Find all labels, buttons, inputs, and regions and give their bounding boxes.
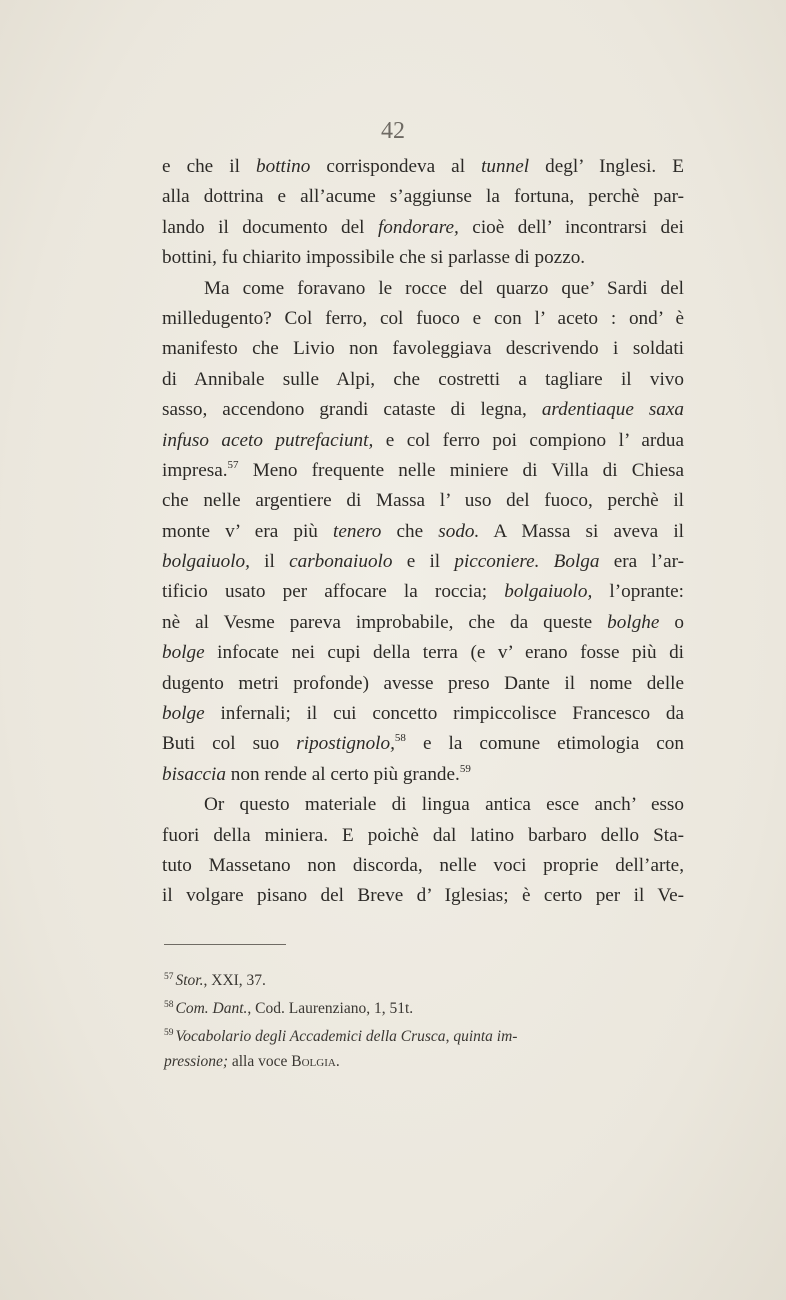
italic-text: fondorare, [377,216,459,238]
text-run: bottini, fu chiarito impossibile che si parlasse di pozzo. [162,247,586,269]
text-run: Or questo materiale di lingua antica esce anch’ esso [204,794,684,816]
italic-text: bolge [162,642,205,664]
text-line [162,669,684,699]
footnote [164,1049,684,1074]
text-line [162,760,684,790]
text-run: Meno frequente nelle miniere di Villa di Chiesa [238,459,684,481]
text-line [162,517,684,547]
text-run: e la comune etimologia con [405,733,684,755]
main-text [162,152,684,912]
text-line [162,304,684,334]
italic-text: bolgaiuolo, [504,581,593,603]
text-run: tuto Massetano non discorda, nelle voci proprie dell’arte, [162,854,684,876]
text-run: che nelle argentiere di Massa l’ uso del fuoco, perchè il [162,490,684,512]
text-run: il [249,551,290,573]
text-run: monte v’ era più [162,520,334,542]
text-run: e col ferro poi compiono l’ ardua [373,429,685,451]
italic-text: bolge [162,703,205,725]
footnote-divider [164,944,286,945]
text-run: alla dottrina e all’acume s’aggiunse la fortuna, perchè par- [162,186,684,208]
text-run: non rende al certo più grande. [225,763,460,785]
footnote [164,965,684,993]
footnote [164,1021,684,1049]
text-line [162,821,684,851]
italic-text: bolgaiuolo, [162,551,250,573]
text-run: , [445,1028,454,1045]
page-number: 42 [381,118,405,144]
text-run: era l’ar- [599,551,684,573]
italic-text: Stor. [175,972,204,989]
footnote-number: 57 [164,972,174,982]
text-run: milledugento? Col ferro, col fuoco e con l’ aceto : ond’ è [162,307,684,329]
text-line [162,365,684,395]
italic-text: Vocabolario degli Accademici della Crusca [175,1028,446,1045]
text-line [162,395,684,425]
text-line [162,274,684,304]
italic-text: carbonaiuolo [289,551,393,573]
italic-text: tenero [333,520,382,542]
text-run: sasso, accendono grandi cataste di legna, [162,399,542,421]
text-run: manifesto che Livio non favoleggiava descrivendo i soldati [162,338,684,360]
footnote [164,993,684,1021]
footnote-number: 59 [164,1028,174,1038]
footnote-ref: 59 [459,762,471,775]
text-run: corrispondeva al [310,156,482,177]
text-line [162,851,684,881]
footnotes [164,965,684,1074]
text-line [162,334,684,364]
text-run: il volgare pisano del Breve d’ Iglesias; è certo per il Ve- [162,885,684,907]
text-line [162,486,684,516]
text-run: A Massa si aveva il [479,520,684,542]
small-caps-text: Bolgia. [291,1053,340,1070]
text-line [162,790,684,820]
text-run: lando il documento del [162,216,378,238]
text-run: e il [392,551,455,573]
text-run [539,551,553,572]
text-run: l’oprante: [592,581,684,603]
text-run: impresa. [162,459,228,481]
text-run: tificio usato per affocare la roccia; [162,581,505,603]
text-line [162,213,684,243]
text-line [162,152,684,182]
italic-text: bottino [256,156,311,177]
text-run: , XXI, 37. [203,972,266,989]
italic-text: Com. Dant. [175,1000,248,1017]
italic-text: ripostignolo, [296,733,395,755]
italic-text: pressione; [164,1053,228,1070]
text-run: cioè dell’ incontrarsi dei [458,216,684,238]
text-run: Buti col suo [162,733,297,755]
text-line [162,182,684,212]
text-line [162,547,684,577]
italic-text: Bolga [553,551,600,573]
italic-text: bisaccia [162,763,226,785]
text-line [162,729,684,759]
text-run: e che il [162,156,256,177]
italic-text: quinta im- [453,1028,518,1045]
text-run: degl’ Inglesi. E [529,156,684,177]
text-run: che [381,520,439,542]
footnote-ref: 58 [394,732,406,745]
text-line [162,426,684,456]
text-run: alla voce [228,1053,292,1070]
text-line [162,577,684,607]
text-line [162,638,684,668]
italic-text: tunnel [481,156,530,177]
text-line [162,699,684,729]
footnote-number: 58 [164,1000,174,1010]
italic-text: infuso aceto putrefaciunt, [162,429,374,451]
text-run: nè al Vesme pareva improbabile, che da queste [162,611,608,633]
text-line [162,881,684,911]
text-line [162,608,684,638]
text-line [162,243,684,273]
text-run: fuori della miniera. E poichè dal latino barbaro dello Sta- [162,824,684,846]
text-run: , Cod. Laurenziano, 1, 51t. [247,1000,414,1017]
italic-text: bolghe [607,611,660,633]
text-run: infernali; il cui concetto rimpiccolisce Francesco da [204,703,684,725]
italic-text: picconiere. [454,551,540,573]
text-run: o [659,611,685,633]
text-run: Ma come foravano le rocce del quarzo que’ Sardi del [204,277,684,299]
text-run: infocate nei cupi della terra (e v’ erano fosse più di [204,642,684,664]
italic-text: ardentiaque saxa [541,399,685,421]
text-run: di Annibale sulle Alpi, che costretti a tagliare il vivo [162,368,684,390]
footnote-ref: 57 [227,458,239,471]
text-run: dugento metri profonde) avesse preso Dante il nome delle [162,672,684,694]
text-line [162,456,684,486]
italic-text: sodo. [438,520,480,542]
